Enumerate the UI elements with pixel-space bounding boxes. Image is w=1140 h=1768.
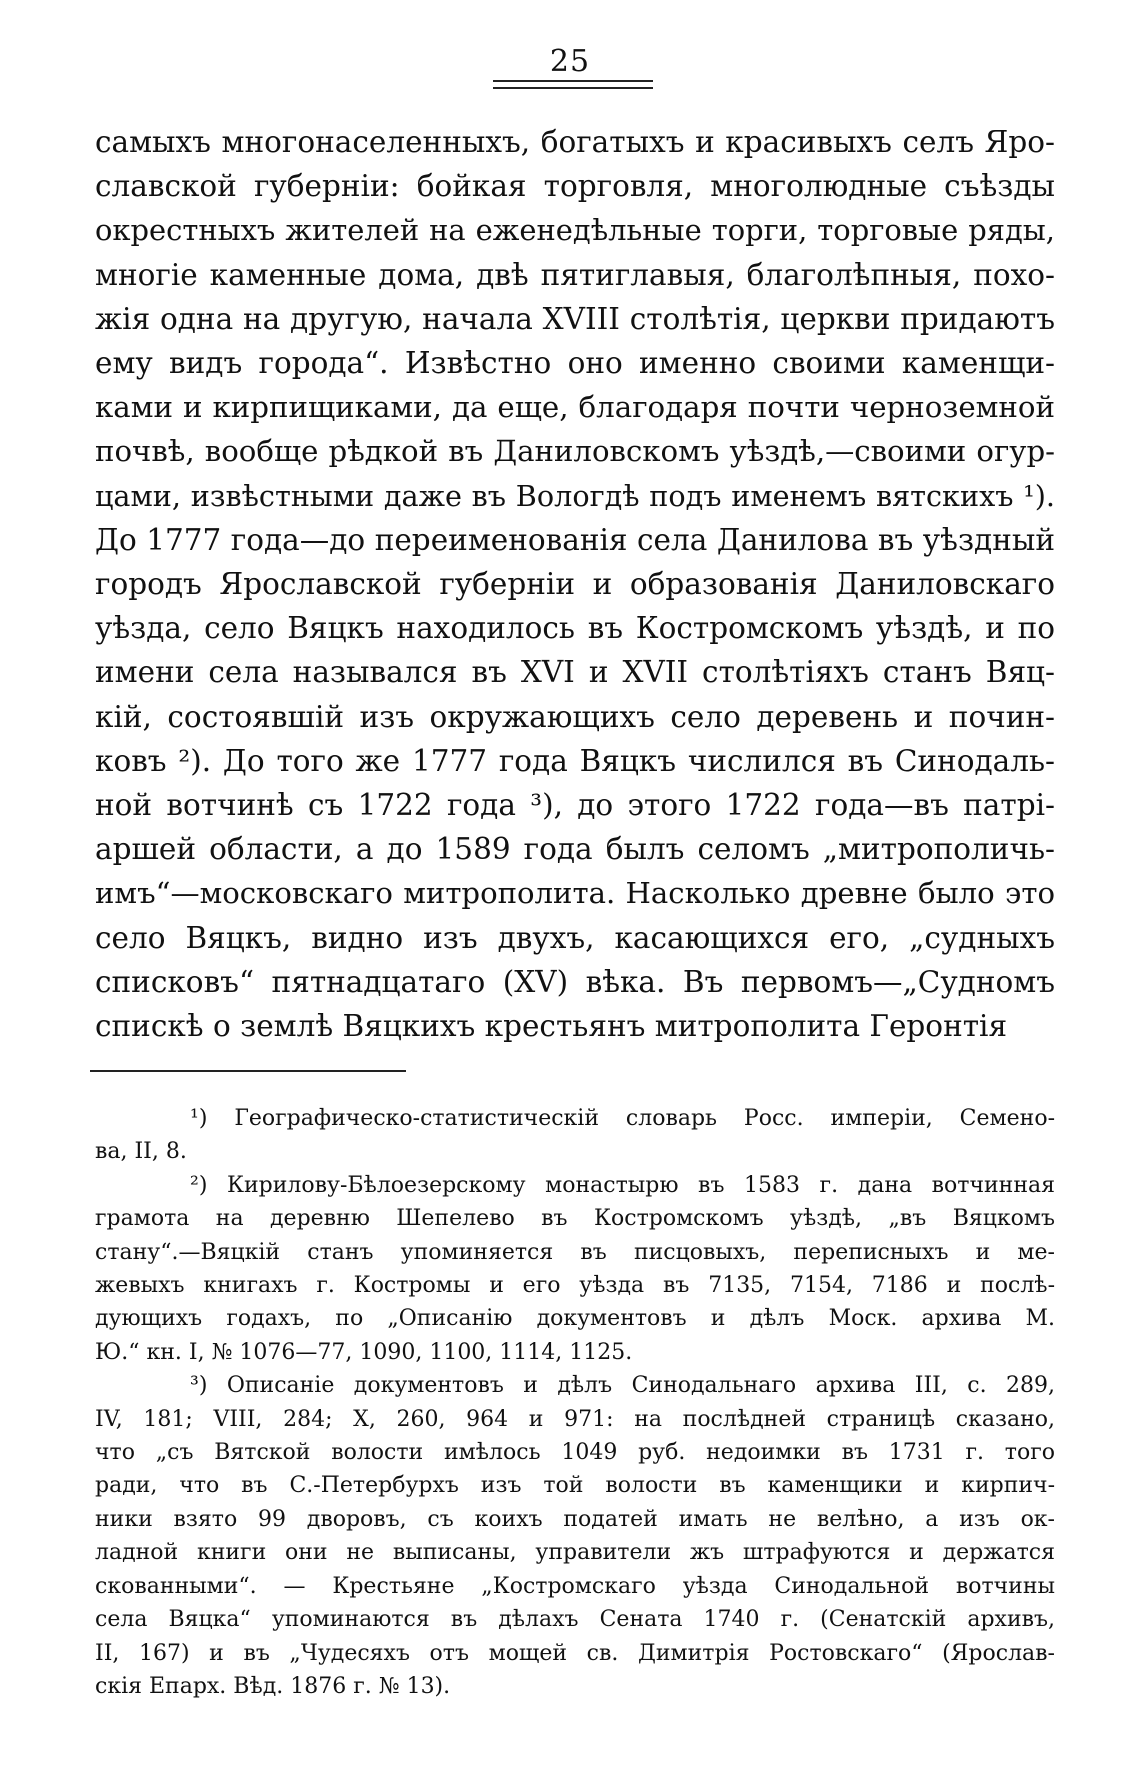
footnote-line: скованными“. — Крестьяне „Костромскаго уѣзда Синодальной вотчины (95, 1573, 1055, 1599)
footnote-line: ва, II, 8. (95, 1139, 187, 1165)
footnotes-block (95, 1102, 1055, 1703)
text-line: спискѣ о землѣ Вяцкихъ крестьянъ митрополита Геронтія (95, 1009, 1008, 1044)
text-line: ему видъ города“. Извѣстно оно именно своими каменщи- (95, 346, 1055, 381)
text-line: самыхъ многонаселенныхъ, богатыхъ и красивыхъ селъ Яро- (95, 125, 1055, 159)
footnote-3 (95, 1369, 1055, 1703)
text-line: село Вяцкъ, видно изъ двухъ, касающихся его, „судныхъ (95, 920, 1055, 955)
text-line: городъ Ярославской губерніи и образованія Даниловскаго (95, 567, 1055, 602)
text-line: почвѣ, вообще рѣдкой въ Даниловскомъ уѣздѣ,—своими огур- (95, 434, 1055, 469)
text-line: уѣзда, село Вяцкъ находилось въ Костромскомъ уѣздѣ, и по (95, 611, 1055, 646)
footnote-line: скія Епарх. Вѣд. 1876 г. № 13). (95, 1673, 451, 1699)
footnote-line: что „съ Вятской волости имѣлось 1049 руб. недоимки въ 1731 г. того (95, 1440, 1055, 1466)
header-double-rule (493, 80, 653, 89)
footnote-line: дующихъ годахъ, по „Описанію документовъ и дѣлъ Моск. архива М. (95, 1306, 1055, 1332)
text-line: ками и кирпищиками, да еще, благодаря почти черноземной (95, 390, 1055, 425)
footnote-line: ради, что въ С.-Петербурхъ изъ той волости въ каменщики и кирпич- (95, 1473, 1055, 1499)
text-line: многіе каменные дома, двѣ пятиглавыя, благолѣпныя, похо- (95, 257, 1055, 292)
main-text-block (95, 120, 1055, 1048)
page-number: 25 (549, 44, 591, 79)
footnote-1 (95, 1102, 1055, 1169)
text-line: имени села назывался въ XVI и XVII столѣтіяхъ станъ Вяц- (95, 655, 1055, 690)
footnote-line: ¹) Географическо-статистическій словарь Росс. имперіи, Семено- (190, 1106, 1055, 1131)
footnote-line: ³) Описаніе документовъ и дѣлъ Синодальнаго архива III, с. 289, (190, 1373, 1055, 1399)
footnote-line: Ю.“ кн. I, № 1076—77, 1090, 1100, 1114, 1125. (95, 1339, 633, 1365)
footnote-line: жевыхъ книгахъ г. Костромы и его уѣзда въ 7135, 7154, 7186 и послѣ- (95, 1273, 1055, 1299)
text-line: окрестныхъ жителей на еженедѣльные торги, торговые ряды, (95, 213, 1055, 248)
footnote-line: грамота на деревню Шепелево въ Костромскомъ уѣздѣ, „въ Вяцкомъ (95, 1206, 1055, 1232)
footnote-line: II, 167) и въ „Чудесяхъ отъ мощей св. Димитрія Ростовскаго“ (Ярослав- (95, 1640, 1055, 1666)
footnote-line: ники взято 99 дворовъ, съ коихъ податей имать не велѣно, а изъ ок- (95, 1506, 1055, 1532)
footnote-2 (95, 1169, 1055, 1369)
footnote-line: IV, 181; VIII, 284; X, 260, 964 и 971: на послѣдней страницѣ сказано, (95, 1406, 1055, 1432)
footnote-separator (90, 1070, 406, 1072)
footnote-line: ладной книги они не выписаны, управители жъ штрафуются и держатся (95, 1540, 1055, 1566)
text-line: славской губерніи: бойкая торговля, многолюдные съѣзды (95, 169, 1055, 204)
footnote-line: села Вяцка“ упоминаются въ дѣлахъ Сената 1740 г. (Сенатскій архивъ, (95, 1607, 1055, 1633)
text-line: аршей области, а до 1589 года былъ селомъ „митрополичь- (95, 832, 1055, 867)
footnote-line: стану“.—Вяцкій станъ упоминяется въ писцовыхъ, переписныхъ и ме- (95, 1239, 1055, 1265)
text-line: жія одна на другую, начала XVIII столѣтія, церкви придаютъ (95, 301, 1055, 336)
footnote-line: ²) Кирилову-Бѣлоезерскому монастырю въ 1583 г. дана вотчинная (190, 1172, 1055, 1198)
text-line: имъ“—московскаго митрополита. Насколько древне было это (95, 876, 1055, 911)
text-line: ной вотчинѣ съ 1722 года ³), до этого 1722 года—въ патрі- (95, 788, 1055, 823)
text-line: списковъ“ пятнадцатаго (XV) вѣка. Въ первомъ—„Судномъ (95, 964, 1055, 999)
text-line: ковъ ²). До того же 1777 года Вяцкъ числился въ Синодаль- (95, 743, 1055, 778)
text-line: кій, состоявшій изъ окружающихъ село деревень и почин- (95, 699, 1055, 734)
text-line: цами, извѣстными даже въ Вологдѣ подъ именемъ вятскихъ ¹). (95, 478, 1055, 513)
text-line: До 1777 года—до переименованія села Данилова въ уѣздный (95, 522, 1055, 557)
